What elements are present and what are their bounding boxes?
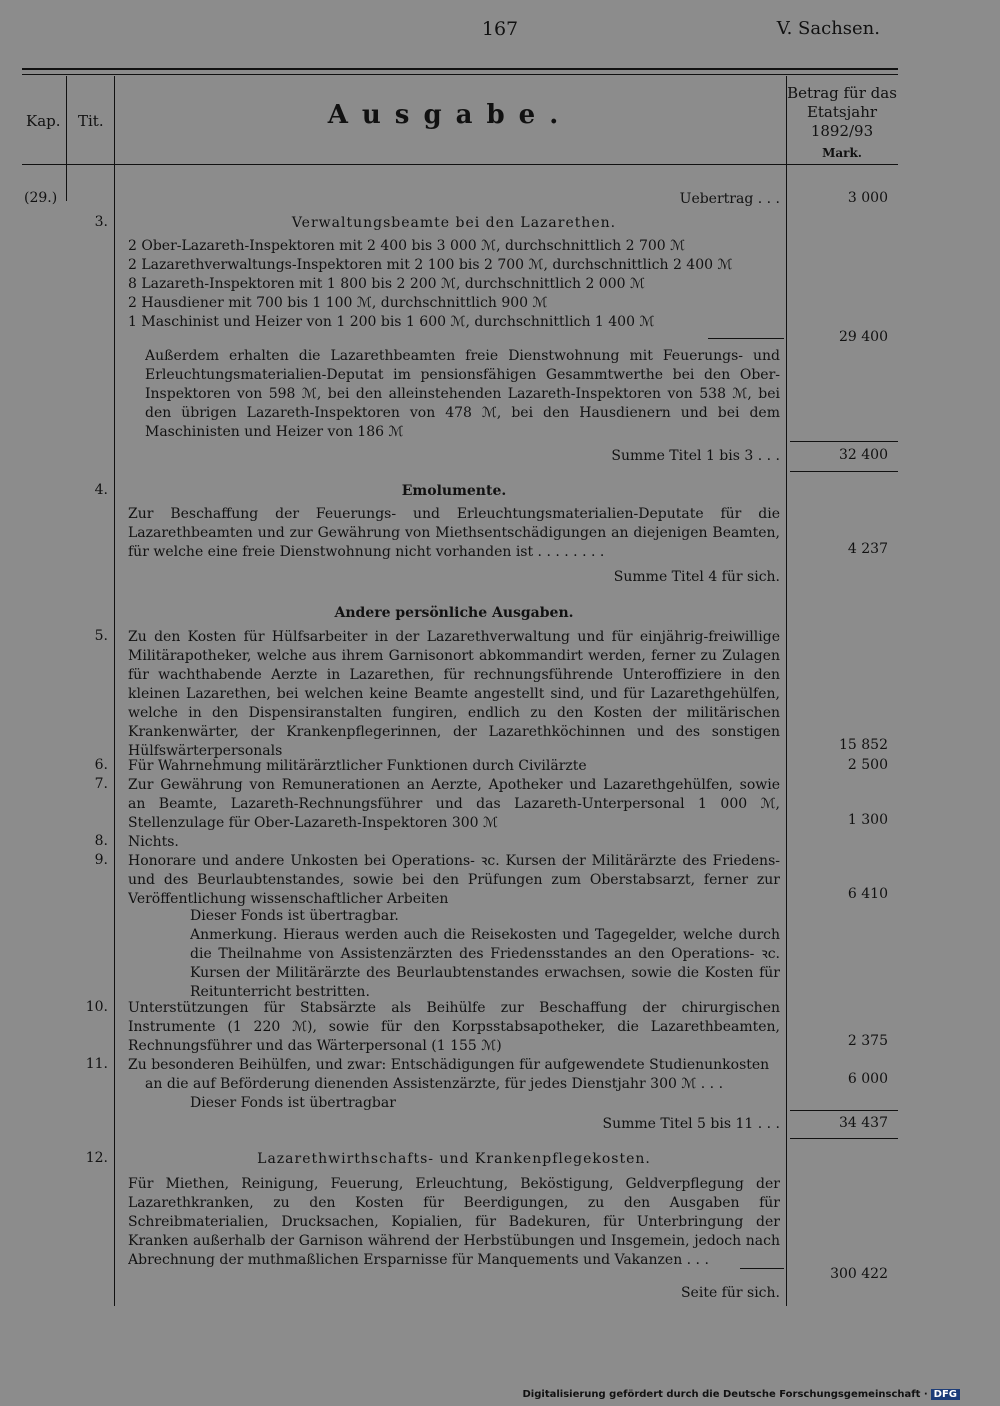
column-divider	[66, 76, 67, 201]
titel-amount: 1 300	[847, 812, 888, 828]
anmerkung-note: Anmerkung. Hieraus werden auch die Reisekosten und Tagegelder, welche durch die Theilnahme von Assistenzärzten des Friedensstandes an den Operations- ꝛc. Kursen der Militärärzte des Beurlaubtenstandes erwachsen, sowie die Kosten für Reitunterricht bestritten.	[190, 927, 780, 1000]
titel-number: 10.	[85, 999, 108, 1015]
sum-rule	[790, 441, 898, 442]
sum-label: Summe Titel 1 bis 3 . . .	[611, 448, 780, 464]
tit-column-header: Tit.	[78, 112, 104, 130]
dfg-logo: DFG	[931, 1389, 960, 1400]
sum-label: Summe Titel 5 bis 11 . . .	[602, 1116, 780, 1132]
staff-line: 1 Maschinist und Heizer von 1 200 bis 1 600 ℳ, durchschnittlich 1 400 ℳ	[128, 314, 655, 330]
titel-number: 3.	[94, 214, 108, 230]
titel-text: Nichts.	[128, 834, 179, 850]
titel-amount: 6 000	[847, 1071, 888, 1087]
titel-text: Für Wahrnehmung militärärztlicher Funktionen durch Civilärzte	[128, 758, 587, 774]
top-rule	[22, 68, 898, 70]
ausgabe-heading: Ausgabe.	[327, 100, 573, 130]
titel-note: Außerdem erhalten die Lazarethbeamten freie Dienstwohnung mit Feuerungs- und Erleuchtungsmaterialien-Deputat im pensionsfähigen Gesammtwerthe bei den Ober-Inspektoren von 598 ℳ, bei den alleinstehenden Lazareth-Inspektoren von 538 ℳ, bei den übrigen Lazareth-Inspektoren von 478 ℳ, bei den Hausdienern und bei dem Maschinisten und Heizer von 186 ℳ	[145, 348, 780, 440]
staff-line: 2 Ober-Lazareth-Inspektoren mit 2 400 bis 3 000 ℳ, durchschnittlich 2 700 ℳ	[128, 238, 686, 254]
kap-column-header: Kap.	[26, 112, 61, 130]
top-rule-thin	[22, 74, 898, 75]
sum-rule	[790, 1110, 898, 1111]
titel-text: Honorare und andere Unkosten bei Operations- ꝛc. Kursen der Militärärzte des Friedens- und des Beurlaubtenstandes, sowie bei den Prüfungen zum Oberstabsarzt, ferner zur Veröffentlichung wissenschaftlicher Arbeiten	[128, 853, 780, 907]
titel-text: Zur Gewährung von Remunerationen an Aerzte, Apotheker und Lazarethgehülfen, sowie an Beamte, Lazareth-Rechnungsführer und das Lazareth-Unterpersonal 1 000 ℳ, Stellenzulage für Ober-Lazareth-Inspektoren 300 ℳ	[128, 777, 780, 831]
titel-number: 4.	[94, 482, 108, 498]
titel-amount: 6 410	[847, 886, 888, 902]
titel-text: Für Miethen, Reinigung, Feuerung, Erleuchtung, Beköstigung, Geldverpflegung der Lazarethkranken, zu den Kosten für Beerdigungen, zu den Ausgaben für Schreibmaterialien, Drucksachen, Kopialien, für Badekuren, für Unterbringung der Kranken außerhalb der Garnison während der Herbstübungen und Insgemein, jedoch nach Abrechnung der muthmaßlichen Ersparnisse für Manquements und Vakanzen . . .	[128, 1176, 780, 1268]
titel-number: 7.	[94, 776, 108, 792]
titel-number: 6.	[94, 757, 108, 773]
staff-line: 8 Lazareth-Inspektoren mit 1 800 bis 2 200 ℳ, durchschnittlich 2 000 ℳ	[128, 276, 645, 292]
titel-text: Unterstützungen für Stabsärzte als Beihülfe zur Beschaffung der chirurgischen Instrumente (1 220 ℳ), sowie für den Korpsstabsapotheker, die Lazarethbeamten, Rechnungsführer und das Wärterpersonal (1 155 ℳ)	[128, 1000, 780, 1054]
column-divider	[786, 76, 787, 1306]
mark-unit-label: Mark.	[822, 146, 862, 160]
titel-heading: Lazarethwirthschafts- und Krankenpflegekosten.	[257, 1151, 651, 1167]
titel-heading: Verwaltungsbeamte bei den Lazarethen.	[291, 215, 617, 231]
subtotal-rule	[740, 1268, 784, 1269]
titel-amount: 2 500	[847, 757, 888, 773]
betrag-column-header: Betrag für das Etatsjahr 1892/93	[787, 84, 897, 140]
uebertrag-amount: 3 000	[847, 190, 888, 206]
staff-line: 2 Lazarethverwaltungs-Inspektoren mit 2 100 bis 2 700 ℳ, durchschnittlich 2 400 ℳ	[128, 257, 733, 273]
uebertrag-label: Uebertrag . . .	[679, 191, 780, 207]
kapitel-number: (29.)	[24, 190, 58, 206]
titel-number: 12.	[85, 1150, 108, 1166]
section-rule	[790, 1138, 898, 1139]
titel-amount: 2 375	[847, 1033, 888, 1049]
sum-amount: 34 437	[839, 1115, 888, 1131]
titel-amount: 300 422	[830, 1266, 888, 1282]
fonds-note: Dieser Fonds ist übertragbar	[190, 1095, 396, 1111]
titel-amount: 29 400	[839, 329, 888, 345]
sum-amount: 32 400	[839, 447, 888, 463]
page-number: 167	[481, 18, 519, 40]
footer-text: Digitalisierung gefördert durch die Deutsche Forschungsgemeinschaft ·	[522, 1389, 928, 1400]
seite-label: Seite für sich.	[680, 1285, 780, 1301]
titel-text: Zur Beschaffung der Feuerungs- und Erleuchtungsmaterialien-Deputate für die Lazarethbeamten und zur Gewährung von Miethsentschädigungen an diejenigen Beamten, für welche eine freie Dienstwohnung nicht vorhanden ist . . . . . . . .	[128, 506, 780, 560]
fonds-note: Dieser Fonds ist übertragbar.	[190, 908, 399, 924]
titel-text: Zu besonderen Beihülfen, und zwar: Entschädigungen für aufgewendete Studienunkosten	[128, 1057, 770, 1073]
titel-amount: 4 237	[847, 541, 888, 557]
titel-text: Zu den Kosten für Hülfsarbeiter in der Lazarethverwaltung und für einjährig-freiwillige Militärapotheker, welche aus ihrem Garnisonort abkommandirt werden, ferner zu Zulagen für wachthabende Aerzte in Lazarethen, für rechnungsführende Unteroffiziere in den kleinen Lazarethen, bei welchen keine Beamte angestellt sind, und für Lazarethgehülfen, welche in den Dispensiranstalten fungiren, endlich zu den Kosten der militärischen Krankenwärter, der Krankenpflegerinnen, der Lazarethköchinnen und des sonstigen Hülfswärterpersonals	[128, 629, 780, 759]
staff-line: 2 Hausdiener mit 700 bis 1 100 ℳ, durchschnittlich 900 ℳ	[128, 295, 548, 311]
titel-heading: Emolumente.	[401, 483, 507, 499]
titel-number: 8.	[94, 833, 108, 849]
footer-credit	[523, 1389, 961, 1400]
titel-number: 11.	[85, 1056, 108, 1072]
titel-amount: 15 852	[839, 737, 888, 753]
subtotal-rule	[708, 338, 784, 339]
section-heading: Andere persönliche Ausgaben.	[334, 605, 574, 621]
titel-number: 9.	[94, 852, 108, 868]
section-rule	[790, 471, 898, 472]
column-divider	[114, 76, 115, 1306]
titel-text: an die auf Beförderung dienenden Assistenzärzte, für jedes Dienstjahr 300 ℳ . . .	[145, 1076, 724, 1092]
header-bottom-rule	[22, 164, 898, 165]
section-title: V. Sachsen.	[776, 18, 880, 39]
titel-number: 5.	[94, 628, 108, 644]
sum-label: Summe Titel 4 für sich.	[613, 569, 780, 585]
